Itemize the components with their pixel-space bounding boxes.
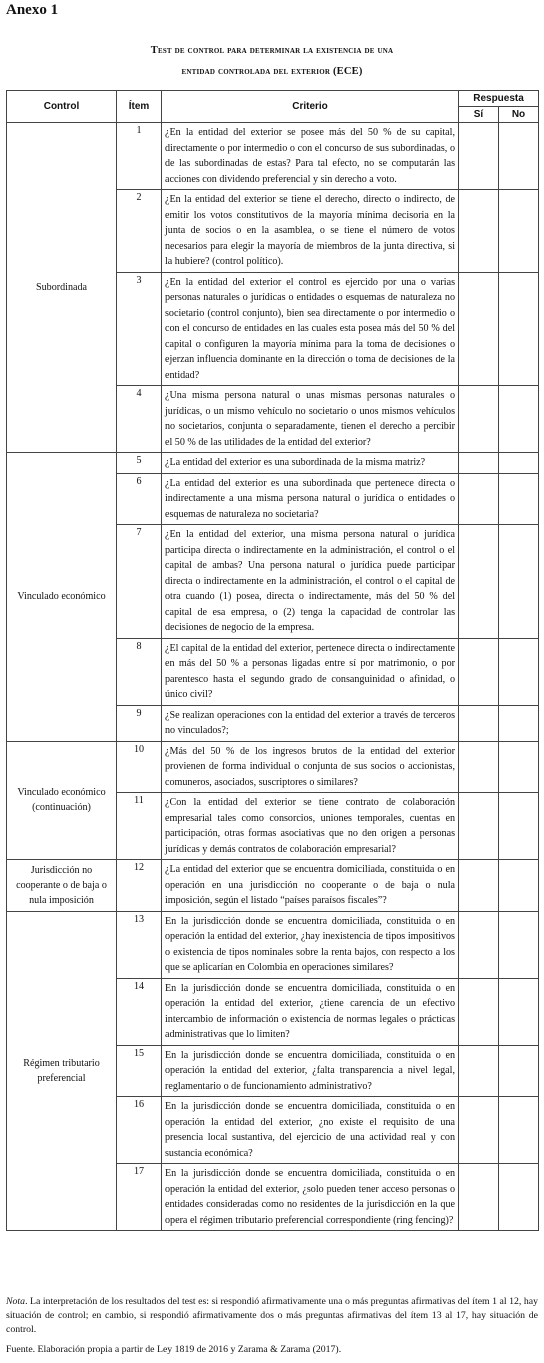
header-criterio: Criterio [162,91,459,123]
item-number: 12 [117,860,162,912]
answer-si-cell[interactable] [459,525,499,639]
item-number: 6 [117,473,162,525]
answer-si-cell[interactable] [459,272,499,386]
criterion-text: ¿Más del 50 % de los ingresos brutos de la entidad del exterior provienen de forma individual o conjunta de sus socios o accionistas, comuneros, asociados, suscriptores o similares? [162,741,459,793]
criterion-text: ¿En la entidad del exterior se tiene el derecho, directo o indirecto, de emitir los votos constitutivos de la mayoría mínima decisoria en la junta de socios o en la asamblea, o se tiene el número de votos necesarios para elegir la mayoría de miembros de la junta directiva, si la hubiere? (control político). [162,190,459,273]
answer-no-cell[interactable] [499,453,539,474]
answer-no-cell[interactable] [499,860,539,912]
control-cell-jurisdiccion: Jurisdicción no cooperante o de baja o nula imposición [7,860,117,912]
criterion-text: En la jurisdicción donde se encuentra domiciliada, constituida o en operación la entidad del exterior, ¿falta transparencia a nivel legal, reglamentario o de funcionamiento administrativo? [162,1045,459,1097]
answer-si-cell[interactable] [459,638,499,705]
answer-si-cell[interactable] [459,123,499,190]
answer-si-cell[interactable] [459,705,499,741]
answer-si-cell[interactable] [459,793,499,860]
note-text: . La interpretación de los resultados del test es: si respondió afirmativamente una o más preguntas afirmativas del ítem 1 al 12, hay situación de control; en cambio, si respondió afirmativamente dos o más preguntas afirmativas del ítem 13 al 17, hay situación de control. [6,1296,538,1335]
item-number: 4 [117,386,162,453]
item-number: 1 [117,123,162,190]
header-si: Sí [459,107,499,123]
answer-si-cell[interactable] [459,741,499,793]
criterion-text: ¿El capital de la entidad del exterior, pertenece directa o indirectamente en más del 50 % a personas ligadas entre sí por matrimonio, o por parentesco hasta el segundo grado de consanguinidad o afinidad, o único civil? [162,638,459,705]
table-note [6,1295,538,1337]
item-number: 15 [117,1045,162,1097]
answer-no-cell[interactable] [499,638,539,705]
answer-no-cell[interactable] [499,1045,539,1097]
item-number: 17 [117,1164,162,1231]
item-number: 10 [117,741,162,793]
header-control: Control [7,91,117,123]
criterion-text: ¿La entidad del exterior es una subordinada que pertenece directa o indirectamente a una misma persona natural o jurídica o entidades o esquemas de naturaleza no societaria? [162,473,459,525]
table-row [7,741,539,793]
control-test-table [6,90,539,1231]
table-row [7,911,539,978]
control-cell-vinculado: Vinculado económico [7,453,117,742]
item-number: 3 [117,272,162,386]
header-no: No [499,107,539,123]
answer-si-cell[interactable] [459,473,499,525]
answer-no-cell[interactable] [499,386,539,453]
answer-no-cell[interactable] [499,741,539,793]
source-line: Fuente. Elaboración propia a partir de Ley 1819 de 2016 y Zarama & Zarama (2017). [6,1344,342,1355]
criterion-text: ¿Con la entidad del exterior se tiene contrato de colaboración empresarial tales como consorcios, uniones temporales, cuentas en participación, otras formas asociativas que no den origen a personas jurídicas y demás contratos de colaboración empresarial? [162,793,459,860]
table-row [7,453,539,474]
answer-si-cell[interactable] [459,911,499,978]
answer-si-cell[interactable] [459,453,499,474]
item-number: 7 [117,525,162,639]
answer-no-cell[interactable] [499,1097,539,1164]
criterion-text: ¿En la entidad del exterior, una misma persona natural o jurídica participa directa o indirectamente en la administración, el control o el capital de ambas? Una persona natural o jurídica puede participar directa o indirectamente en la administración, el control o el capital de otra cuando (1) posea, directa o indirectamente, más del 50 % del capital de esa empresa, o (2) tenga la capacidad de controlar las decisiones de negocio de la empresa. [162,525,459,639]
control-cell-regimen: Régimen tributario preferencial [7,911,117,1231]
answer-si-cell[interactable] [459,1164,499,1231]
table-title-line-1: Test de control para determinar la existencia de una [150,45,394,56]
table-row [7,123,539,190]
answer-si-cell[interactable] [459,1097,499,1164]
answer-si-cell[interactable] [459,386,499,453]
criterion-text: ¿En la entidad del exterior se posee más del 50 % de su capital, directamente o por intermedio o con el concurso de sus subordinadas, o de las subordinadas de estas? Para tal efecto, no se computarán las acciones con dividendo preferencial y sin derecho a voto. [162,123,459,190]
control-cell-vinculado-continuacion: Vinculado económico (continuación) [7,741,117,860]
table-row [7,860,539,912]
answer-no-cell[interactable] [499,473,539,525]
item-number: 11 [117,793,162,860]
criterion-text: En la jurisdicción donde se encuentra domiciliada, constituida o en operación la entidad del exterior, ¿no existe el requisito de una presencia local sustantiva, del ejercicio de una actividad real y con sustancia económica? [162,1097,459,1164]
answer-no-cell[interactable] [499,123,539,190]
answer-no-cell[interactable] [499,525,539,639]
answer-si-cell[interactable] [459,860,499,912]
item-number: 5 [117,453,162,474]
control-cell-subordinada: Subordinada [7,123,117,453]
criterion-text: En la jurisdicción donde se encuentra domiciliada, constituida o en operación la entidad del exterior, ¿tiene carencia de un efectivo intercambio de información o existencia de normas legales o prácticas administrativas que lo limiten? [162,978,459,1045]
item-number: 2 [117,190,162,273]
answer-si-cell[interactable] [459,978,499,1045]
criterion-text: En la jurisdicción donde se encuentra domiciliada, constituida o en operación la entidad del exterior, ¿solo pueden tener acceso personas o entidades consideradas como no residentes de la jurisdicción en la que opera el régimen tributario preferencial correspondiente (ring fencing)? [162,1164,459,1231]
criterion-text: ¿La entidad del exterior es una subordinada de la misma matriz? [162,453,459,474]
answer-no-cell[interactable] [499,1164,539,1231]
item-number: 16 [117,1097,162,1164]
criterion-text: En la jurisdicción donde se encuentra domiciliada, constituida o en operación la entidad del exterior, ¿hay inexistencia de tipos impositivos o existencia de tipos nominales sobre la renta bajos, con respecto a los que se aplicarían en Colombia en operaciones similares? [162,911,459,978]
answer-si-cell[interactable] [459,1045,499,1097]
answer-no-cell[interactable] [499,911,539,978]
item-number: 8 [117,638,162,705]
item-number: 14 [117,978,162,1045]
item-number: 13 [117,911,162,978]
table-title-line-2: entidad controlada del exterior (ECE) [181,66,363,77]
criterion-text: ¿Una misma persona natural o unas mismas personas naturales o jurídicas, o un mismo vehículo no societario o unos mismos vehículos no societarios, conjunta o separadamente, tienen el derecho a percibir el 50 % de las utilidades de la entidad del exterior? [162,386,459,453]
table-title [6,40,538,82]
item-number: 9 [117,705,162,741]
answer-no-cell[interactable] [499,272,539,386]
answer-no-cell[interactable] [499,793,539,860]
annex-heading: Anexo 1 [6,2,59,18]
answer-no-cell[interactable] [499,705,539,741]
answer-no-cell[interactable] [499,190,539,273]
criterion-text: ¿En la entidad del exterior el control es ejercido por una o varias personas naturales o jurídicas o entidades o esquemas de naturaleza no societario (control conjunto), bien sea directamente o por intermedio o con el concurso de entidades en las cuales esta posea más del 50 % del capital o configuren la mayoría mínima para la toma de decisiones o ejerzan influencia dominante en la dirección o toma de decisiones de la entidad? [162,272,459,386]
answer-si-cell[interactable] [459,190,499,273]
criterion-text: ¿Se realizan operaciones con la entidad del exterior a través de terceros no vinculados?; [162,705,459,741]
header-item: Ítem [117,91,162,123]
criterion-text: ¿La entidad del exterior que se encuentra domiciliada, constituida o en operación en una jurisdicción no cooperante o de baja o nula imposición, según el listado “países paraísos fiscales”? [162,860,459,912]
note-lead: Nota [6,1296,26,1307]
answer-no-cell[interactable] [499,978,539,1045]
header-respuesta: Respuesta [459,91,539,107]
